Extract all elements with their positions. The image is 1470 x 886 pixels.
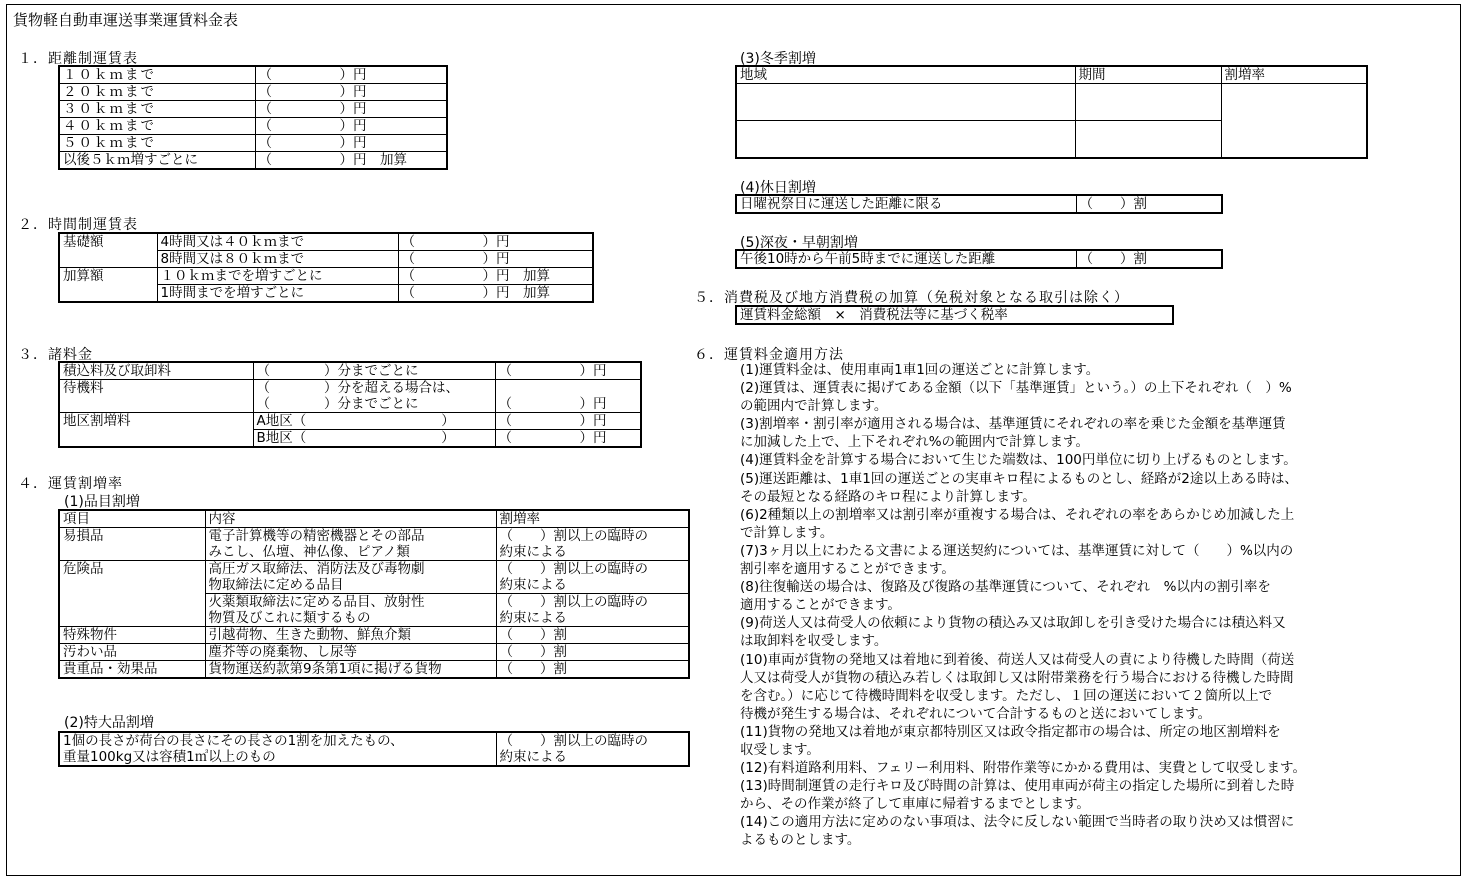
table-row: 地区割増料 A地区（ ） （ ）円	[59, 413, 641, 430]
rule-line: (12)有料道路利用料、フェリー利用料、附帯作業等にかかる費用は、実費として収受します。	[740, 760, 1306, 777]
rule-line: から、その作業が終了して車庫に帰着するまでとします。	[740, 796, 1090, 813]
rule-line: で計算します。	[740, 524, 834, 541]
rule-line: その最短となる経路のキロ程により計算します。	[740, 488, 1036, 505]
table-row: 午後10時から午前5時までに運送した距離 （ ）割	[736, 250, 1222, 268]
table-row	[736, 84, 1367, 121]
rule-line: (10)車両が貨物の発地又は着地に到着後、荷送人又は荷受人の責により待機した時間（荷送	[740, 651, 1295, 668]
night-surcharge-heading: (5)深夜・早朝割増	[740, 235, 858, 251]
rule-line: 適用することができます。	[740, 597, 901, 614]
winter-surcharge-heading: (3)冬季割増	[740, 51, 816, 67]
rule-line: よるものとします。	[740, 832, 861, 849]
rule-line: (14)この適用方法に定めのない事項は、法令に反しない範囲で当時者の取り決め又は慣習に	[740, 814, 1295, 831]
table-row: 火薬類取締法に定める品目、放射性 （ ）割以上の臨時の	[59, 594, 689, 611]
table-row: ２０ｋｍまで （ ）円	[59, 84, 447, 101]
table-row: 基礎額 4時間又は４０ｋｍまで （ ）円	[59, 233, 593, 251]
section-2-heading: ２．時間制運賃表	[18, 217, 138, 233]
table-row: 日曜祝祭日に運送した距離に限る （ ）割	[736, 195, 1222, 213]
table-row: ３０ｋｍまで （ ）円	[59, 101, 447, 118]
large-item-surcharge-heading: (2)特大品割増	[64, 715, 154, 731]
application-rules	[740, 361, 1306, 850]
table-row: ５０ｋｍまで （ ）円	[59, 135, 447, 152]
holiday-surcharge-heading: (4)休日割増	[740, 180, 816, 196]
winter-surcharge-table	[735, 65, 1368, 159]
section-1-heading: １．距離制運賃表	[18, 51, 138, 67]
table-row: 物質及びこれに類するもの 約束による	[59, 610, 689, 627]
time-fare-table	[58, 232, 594, 303]
rule-line: (2)運賃は、運賃表に掲げてある金額（以下「基準運賃」という。）の上下それぞれ（ ）%	[740, 380, 1292, 397]
rule-line: (3)割増率・割引率が適用される場合は、基準運賃にそれぞれの率を乗じた金額を基準運賃	[740, 416, 1286, 433]
rule-line: は取卸料を収受します。	[740, 633, 888, 650]
page-title: 貨物軽自動車運送事業運賃料金表	[13, 11, 239, 29]
table-row: 運賃料金総額 × 消費税法等に基づく税率	[736, 306, 1173, 324]
rule-line: (1)運賃料金は、使用車両1車1回の運送ごとに計算します。	[740, 362, 1100, 378]
night-surcharge-table	[735, 249, 1223, 269]
section-6-heading: ６．運賃料金適用方法	[694, 347, 844, 363]
table-row: 重量100kg又は容積1㎥以上のもの 約束による	[59, 749, 689, 766]
table-row: ４０ｋｍまで （ ）円	[59, 118, 447, 135]
table-row	[736, 121, 1367, 158]
table-row: 1個の長さが荷台の長さにその長さの1割を加えたもの、 （ ）割以上の臨時の	[59, 732, 689, 749]
rule-line: に加減した上で、上下それぞれ%の範囲内で計算します。	[740, 434, 1089, 451]
rule-line: の範囲内で計算します。	[740, 398, 888, 415]
table-row: 以後５ｋｍ増すごとに （ ）円 加算	[59, 152, 447, 170]
table-row: 待機料 （ ）分を超える場合は、	[59, 380, 641, 397]
rule-line: (8)往復輸送の場合は、復路及び復路の基準運賃について、それぞれ %以内の割引率を	[740, 579, 1271, 596]
rule-line: 収受します。	[740, 741, 820, 758]
rule-line: (13)時間制運賃の走行キロ及び時間の計算は、使用車両が荷主の指定した場所に到着した時	[740, 778, 1295, 795]
table-row: 物取締法に定める品目 約束による	[59, 577, 689, 594]
table-row: 危険品 高圧ガス取締法、消防法及び毒物劇 （ ）割以上の臨時の	[59, 561, 689, 578]
table-row: 加算額 １０ｋｍまでを増すごとに （ ）円 加算	[59, 268, 593, 285]
distance-fare-table	[58, 65, 448, 170]
rule-line: 待機が発生する場合は、それぞれについて合計するものと送においてします。	[740, 705, 1212, 722]
table-row: 8時間又は８０ｋｍまで （ ）円	[59, 251, 593, 268]
rule-line: (4)運賃料金を計算する場合において生じた端数は、100円単位に切り上げるものとします。	[740, 452, 1297, 469]
large-item-surcharge-table	[58, 731, 690, 767]
rule-line: (5)運送距離は、1車1回の運送ごとの実車キロ程によるものとし、経路が2途以上ある時は、	[740, 470, 1298, 487]
table-row: 地域 期間 割増率	[736, 66, 1367, 84]
holiday-surcharge-table	[735, 194, 1223, 214]
table-row: B地区（ ） （ ）円	[59, 430, 641, 448]
table-row: 易損品 電子計算機等の精密機器とその部品 （ ）割以上の臨時の	[59, 528, 689, 545]
section-5-heading: ５．消費税及び地方消費税の加算（免税対象となる取引は除く）	[694, 290, 1129, 306]
rule-line: (11)貨物の発地又は着地が東京都特別区又は政令指定都市の場合は、所定の地区割増料を	[740, 723, 1281, 740]
rule-line: 割引率を適用することができます。	[740, 561, 955, 578]
table-row: 汚わい品 塵芥等の廃棄物、し尿等 （ ）割	[59, 644, 689, 661]
tax-formula-box	[735, 305, 1174, 325]
table-row: 積込料及び取卸料 （ ）分までごとに （ ）円	[59, 362, 641, 380]
rule-line: (7)3ヶ月以上にわたる文書による運送契約については、基準運賃に対して（ ）%以内の	[740, 542, 1294, 559]
item-surcharge-table	[58, 509, 690, 679]
table-row: 1時間までを増すごとに （ ）円 加算	[59, 285, 593, 303]
item-surcharge-heading: (1)品目割増	[64, 494, 140, 510]
rule-line: 人又は荷受人が貨物の積込み若しくは取卸し又は附帯業務を行う場合における待機した時間	[740, 669, 1294, 686]
rule-line: (9)荷送人又は荷受人の依頼により貨物の積込み又は取卸しを引き受けた場合には積込料又	[740, 615, 1286, 632]
table-row: みこし、仏壇、神仏像、ピアノ類 約束による	[59, 544, 689, 561]
table-row: 項目 内容 割増率	[59, 510, 689, 528]
table-row: 貴重品・効果品 貨物運送約款第9条第1項に掲げる貨物 （ ）割	[59, 661, 689, 679]
rule-line: (6)2種類以上の割増率又は割引率が重複する場合は、それぞれの率をあらかじめ加減した上	[740, 506, 1295, 523]
rule-line: を含む。）に応じて待機時間料を収受します。ただし、１回の運送において２箇所以上で	[740, 687, 1273, 704]
table-row: 特殊物件 引越荷物、生きた動物、鮮魚介類 （ ）割	[59, 627, 689, 644]
section-3-heading: ３．諸料金	[18, 347, 93, 363]
misc-fees-table	[58, 361, 642, 448]
table-row: （ ）分までごとに （ ）円	[59, 396, 641, 413]
table-row: １０ｋｍまで （ ）円	[59, 66, 447, 84]
section-4-heading: ４．運賃割増率	[18, 476, 123, 492]
